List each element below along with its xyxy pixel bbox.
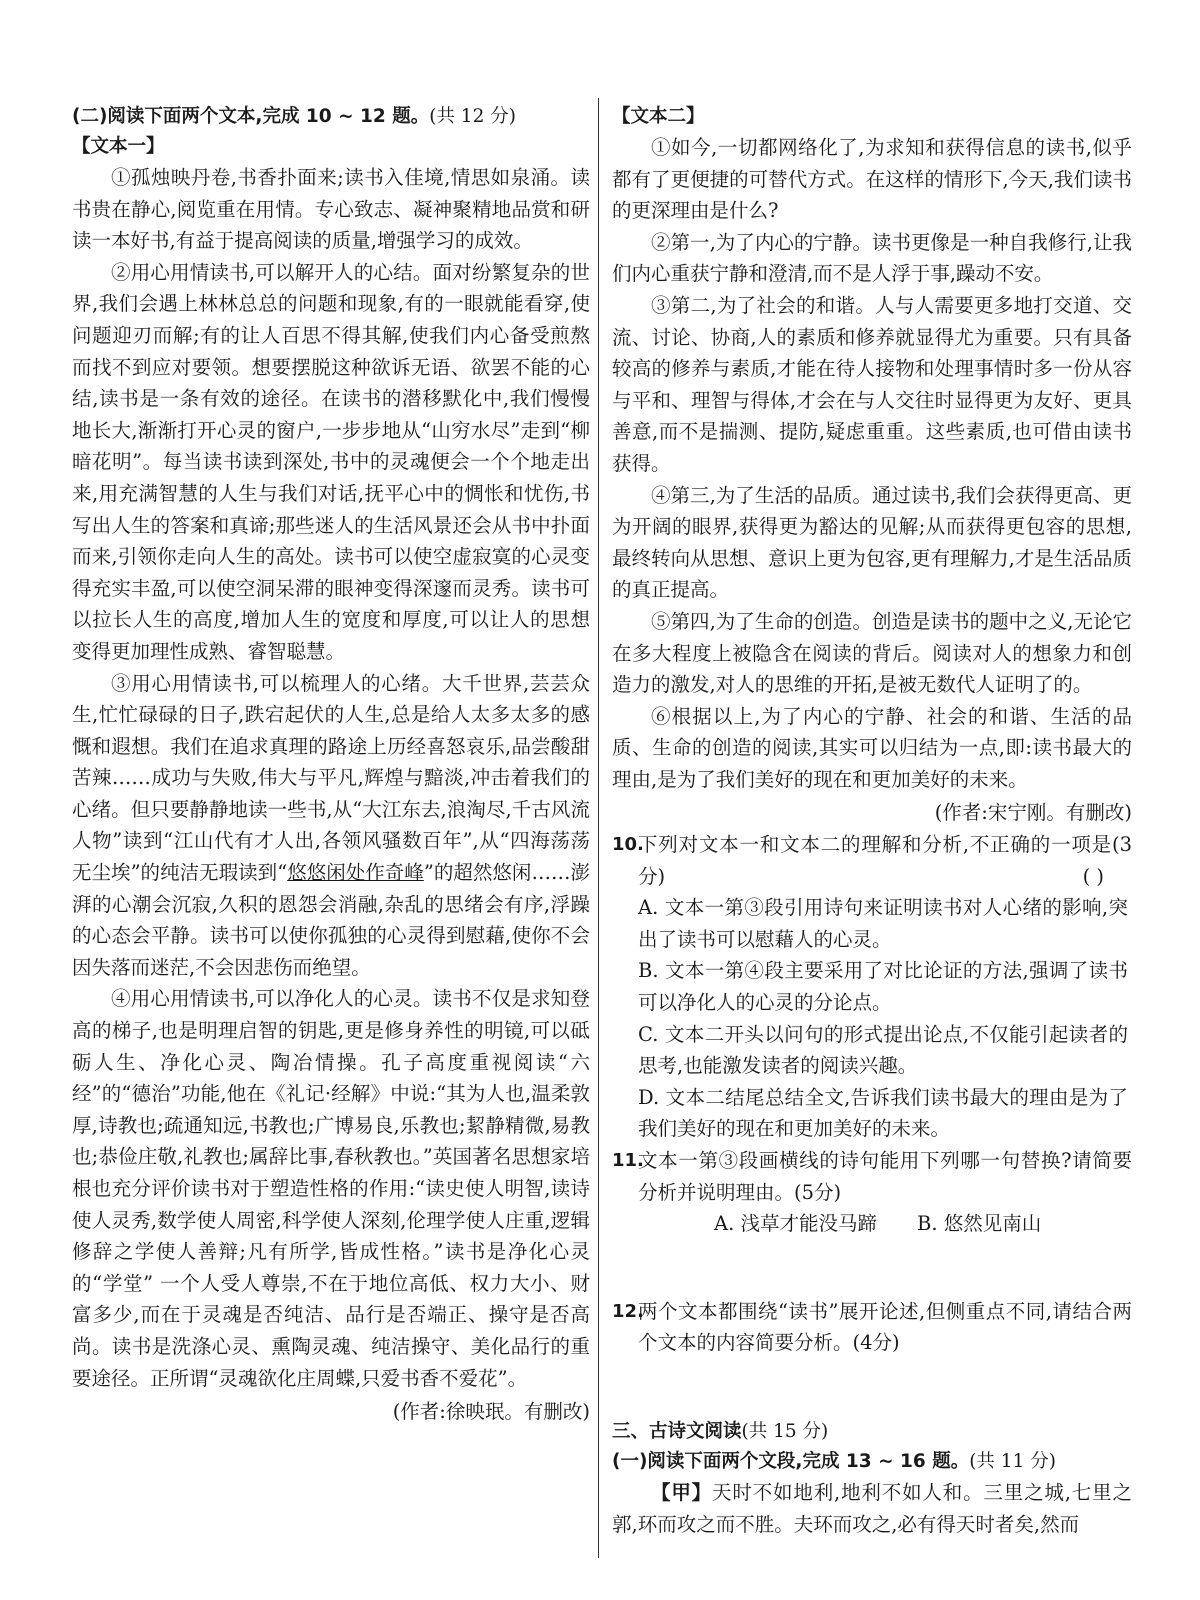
question-10-number: 10. [612, 834, 644, 856]
question-10-option-b: B. 文本一第④段主要采用了对比论证的方法,强调了读书可以净化人的心灵的分论点。 [638, 959, 1128, 1015]
question-10-option-c: C. 文本二开头以问句的形式提出论点,不仅能引起读者的思考,也能激发读者的阅读兴趣。 [638, 1022, 1128, 1078]
section-heading-text: (二)阅读下面两个文本,完成 10 ~ 12 题。 [72, 106, 430, 127]
text1-paragraph-1: ①孤烛映丹卷,书香扑面来;读书入佳境,情思如泉涌。读书贵在静心,阅览重在用情。专心致志、凝神聚精地品赏和研读一本好书,有益于提高阅读的质量,增强学习的成效。 [72, 166, 590, 253]
text2-author: (作者:宋宁刚。有删改) [934, 801, 1132, 825]
question-11 [612, 1145, 1132, 1208]
section-heading-2 [72, 102, 590, 132]
classical-passage-jia [612, 1477, 1132, 1540]
question-11-number: 11. [612, 1150, 644, 1171]
text2-paragraph-6: ⑥根据以上,为了内心的宁静、社会的和谐、生活的品质、生命的创造的阅读,其实可以归结为一点,即:读书最大的理由,是为了我们美好的现在和更加美好的未来。 [612, 704, 1132, 791]
text2-paragraph-3: ③第二,为了社会的和谐。人与人需要更多地打交道、交流、讨论、协商,人的素质和修养就显得尤为重要。只有具备较高的修养与素质,才能在待人接物和处理事情时多一份从容与平和、理智与得体,才会在与人交往时显得更为友好、更具善意,而不是揣测、提防,疑虑重重。这些素质,也可借由读书获得。 [612, 293, 1132, 475]
question-12 [612, 1296, 1132, 1359]
p3-text-after: ”的超然悠闲……澎湃的心潮会沉寂,久积的恩怨会消融,杂乱的思绪会有序,浮躁的心态会平静。读书可以使你孤独的心灵得到慰藉,使你不会因失落而迷茫,不会因悲伤而绝望。 [72, 861, 590, 979]
subsection-1-text: (一)阅读下面两个文段,完成 13 ~ 16 题。 [612, 1450, 970, 1472]
section-3-score: (共 15 分) [741, 1420, 829, 1442]
answer-space-12 [612, 1359, 1132, 1417]
subsection-1-score: (共 11 分) [969, 1450, 1056, 1472]
text2-label: 【文本二】 [612, 106, 705, 127]
p3-text-before: ③用心用情读书,可以梳理人的心绪。大千世界,芸芸众生,忙忙碌碌的日子,跌宕起伏的人生,总是给人太多太多的感慨和遐想。我们在追求真理的路途上历经喜怒哀乐,品尝酸甜苦辣……成功与失败,伟大与平凡,辉煌与黯淡,冲击着我们的心绪。但只要静静地读一些书,从“大江东去,浪淘尽,千古风流人物”读到“江山代有才人出,各领风骚数百年”,从“四海荡荡无尘埃”的纯洁无瑕读到“ [72, 671, 590, 885]
question-10-option-a: A. 文本一第③段引用诗句来证明读书对人心绪的影响,突出了读书可以慰藉人的心灵。 [638, 896, 1128, 951]
answer-blank-10[interactable]: ( ) [1082, 864, 1104, 888]
column-divider [598, 98, 599, 1558]
subsection-heading-1 [612, 1447, 1132, 1477]
left-column [72, 102, 590, 1428]
question-11-option-a: A. 浅草才能没马蹄 [714, 1212, 877, 1236]
question-10 [612, 829, 1132, 892]
text1-paragraph-2: ②用心用情读书,可以解开人的心结。面对纷繁复杂的世界,我们会遇上林林总总的问题和现象,有的一眼就能看穿,使问题迎刃而解;有的让人百思不得其解,使我们内心备受煎熬而找不到应对要领。想要摆脱这种欲诉无语、欲罢不能的心结,读书是一条有效的途径。在读书的潜移默化中,我们慢慢地长大,渐渐打开心灵的窗户,一步步地从“山穷水尽”走到“柳暗花明”。每当读书读到深处,书中的灵魂便会一个个地走出来,用充满智慧的人生与我们对话,抚平心中的惆怅和忧伤,书写出人生的答案和真谛;那些迷人的生活风景还会从书中扑面而来,引领你走向人生的高处。读书可以使空虚寂寞的心灵变得充实丰盈,可以使空洞呆滞的眼神变得深邃而灵秀。读书可以拉长人生的高度,增加人生的宽度和厚度,可以让人的思想变得更加理性成熟、睿智聪慧。 [72, 260, 590, 663]
question-11-options [612, 1208, 1132, 1240]
jia-text: 天时不如地利,地利不如人和。三里之城,七里之郭,环而攻之而不胜。夫环而攻之,必有得天时者矣,然而 [612, 1480, 1132, 1536]
text1-label: 【文本一】 [72, 136, 165, 157]
section-heading-3 [612, 1417, 1132, 1447]
text2-paragraph-5: ⑤第四,为了生命的创造。创造是读书的题中之义,无论它在多大程度上被隐含在阅读的背后。阅读对人的想象力和创造力的激发,对人的思维的开拓,是被无数代人证明了的。 [612, 609, 1132, 697]
question-12-text: 两个文本都围绕“读书”展开论述,但侧重点不同,请结合两个文本的内容简要分析。(4分) [638, 1299, 1132, 1355]
right-column [612, 102, 1132, 1540]
question-10-option-d: D. 文本二结尾总结全文,告诉我们读书最大的理由是为了我们美好的现在和更加美好的未来。 [638, 1085, 1128, 1141]
answer-space-11 [612, 1240, 1132, 1296]
section-3-text: 三、古诗文阅读 [612, 1420, 742, 1442]
text2-paragraph-4: ④第三,为了生活的品质。通过读书,我们会获得更高、更为开阔的眼界,获得更为豁达的见解;从而获得更包容的思想,最终转向从思想、意识上更为包容,更有理解力,才是生活品质的真正提高。 [612, 483, 1132, 602]
underlined-poem-line: 悠悠闲处作奇峰 [287, 861, 424, 885]
text1-paragraph-4: ④用心用情读书,可以净化人的心灵。读书不仅是求知登高的梯子,也是明理启智的钥匙,更是修身养性的明镜,可以砥砺人生、净化心灵、陶冶情操。孔子高度重视阅读“六经”的“德治”功能,他在《礼记·经解》中说:“其为人也,温柔敦厚,诗教也;疏通知远,书教也;广博易良,乐教也;絜静精微,易教也;恭俭庄敬,礼教也;属辞比事,春秋教也。”英国著名思想家培根也充分评价读书对于塑造性格的作用:“读史使人明智,读诗使人灵秀,数学使人周密,科学使人深刻,伦理学使人庄重,逻辑修辞之学使人善辩;凡有所学,皆成性格。”读书是净化心灵的“学堂” 一个人受人尊崇,不在于地位高低、权力大小、财富多少,而在于灵魂是否纯洁、品行是否端正、操守是否高尚。读书是洗涤心灵、熏陶灵魂、纯洁操守、美化品行的重要途径。正所谓“灵魂欲化庄周蝶,只爱书香不爱花”。 [72, 987, 590, 1390]
text1-paragraph-3 [72, 668, 590, 984]
text2-paragraph-1: ①如今,一切都网络化了,为求知和获得信息的读书,似乎都有了更便捷的可替代方式。在这样的情形下,今天,我们读书的更深理由是什么? [612, 136, 1132, 223]
text1-author: (作者:徐映珉。有删改) [392, 1400, 590, 1424]
question-11-option-b: B. 悠然见南山 [916, 1212, 1042, 1236]
question-11-text: 文本一第③段画横线的诗句能用下列哪一句替换?请简要分析并说明理由。(5分) [638, 1149, 1132, 1204]
text2-paragraph-2: ②第一,为了内心的宁静。读书更像是一种自我修行,让我们内心重获宁静和澄清,而不是人浮于事,躁动不安。 [612, 230, 1132, 286]
question-10-text: 下列对文本一和文本二的理解和分析,不正确的一项是(3分) [638, 833, 1132, 888]
section-score: (共 12 分) [429, 106, 516, 127]
question-12-number: 12. [612, 1300, 644, 1322]
jia-label: 【甲】 [651, 1480, 713, 1504]
